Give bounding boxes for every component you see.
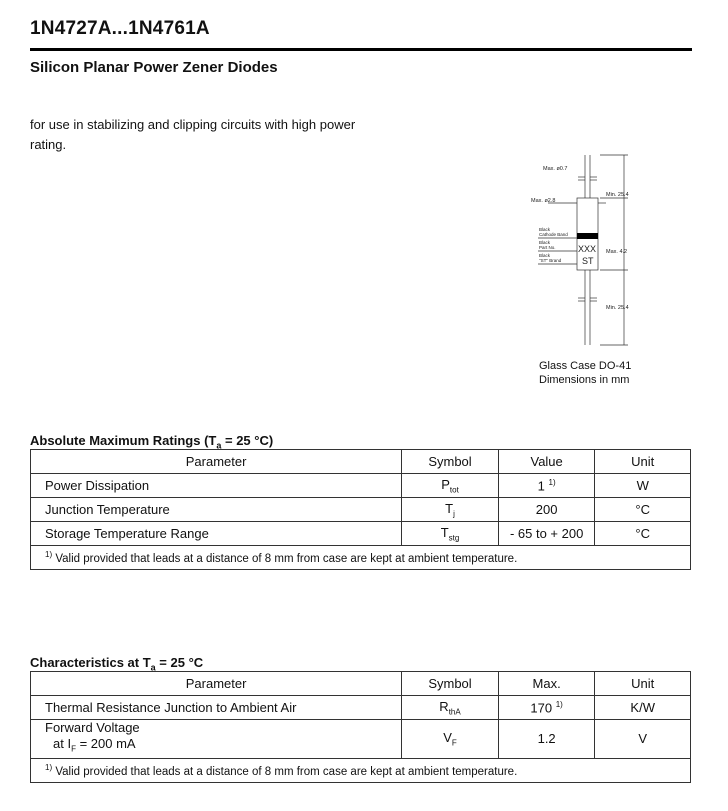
abs-max-table	[30, 449, 691, 570]
label-part-1: Black	[539, 240, 551, 245]
label-cathode-2: Cathode Band	[539, 232, 568, 237]
table-row: Junction Temperature $T_j$ 200 °C	[31, 498, 691, 522]
table-row: Forward Voltage at $I_F = 200$ mA $V_F$ 1.2 V	[31, 720, 691, 759]
header-value: Value	[498, 450, 595, 474]
caption-line-1: Glass Case DO-41	[539, 360, 632, 372]
header-parameter: Parameter	[31, 450, 402, 474]
dim-body-diameter: Max. ø2.8	[531, 198, 556, 204]
dim-lead-diameter: Max. ø0.7	[543, 166, 568, 172]
package-caption	[539, 359, 631, 387]
header-symbol: Symbol	[402, 450, 499, 474]
document-title: 1N4727A...1N4761A	[30, 18, 210, 39]
label-st-2: "ST" Brand	[539, 258, 562, 263]
characteristics-title: Characteristics at $T_a = 25$ °C	[30, 655, 204, 673]
document-subtitle: Silicon Planar Power Zener Diodes	[30, 59, 278, 76]
characteristics-table	[30, 671, 691, 783]
dim-lead-top-length: Min. 25.4	[606, 192, 629, 198]
table-footnote-row	[31, 758, 691, 782]
table-row: Storage Temperature Range $T_{stg}$ - 65 to + 200 °C	[31, 522, 691, 546]
marking-part-number: XXX	[578, 244, 597, 254]
marking-st: ST	[582, 256, 594, 266]
label-cathode-1: Black	[539, 227, 551, 232]
label-part-2: Part No.	[539, 245, 556, 250]
table-header-row	[31, 672, 691, 696]
abs-max-title: Absolute Maximum Ratings ($T_a = 25$ °C)	[30, 433, 274, 451]
table-row: Thermal Resistance Junction to Ambient Air $R_{thA}$ 170 $^{1)}$ K/W	[31, 696, 691, 720]
header-unit: Unit	[595, 450, 691, 474]
footnote: $^{1)}$ Valid provided that leads at a distance of 8 mm from case are kept at ambient temperature.	[31, 758, 691, 782]
header-unit: Unit	[595, 672, 691, 696]
table-footnote-row	[31, 546, 691, 570]
label-st-1: Black	[539, 253, 551, 258]
caption-line-2: Dimensions in mm	[539, 374, 630, 386]
dim-body-length: Max. 4.2	[606, 249, 628, 255]
table-header-row	[31, 450, 691, 474]
description-text: for use in stabilizing and clipping circuits with high power rating.	[30, 117, 356, 152]
cathode-band	[577, 233, 598, 239]
header-parameter: Parameter	[31, 672, 402, 696]
header-max: Max.	[498, 672, 595, 696]
table-row: Power Dissipation $P_{tot}$ 1 $^{1)}$ W	[31, 474, 691, 498]
footnote: $^{1)}$ Valid provided that leads at a distance of 8 mm from case are kept at ambient temperature.	[31, 546, 691, 570]
dim-lead-bottom-length: Min. 25.4	[606, 305, 629, 311]
header-symbol: Symbol	[402, 672, 499, 696]
title-rule	[30, 48, 692, 51]
do41-package-drawing	[528, 150, 648, 365]
